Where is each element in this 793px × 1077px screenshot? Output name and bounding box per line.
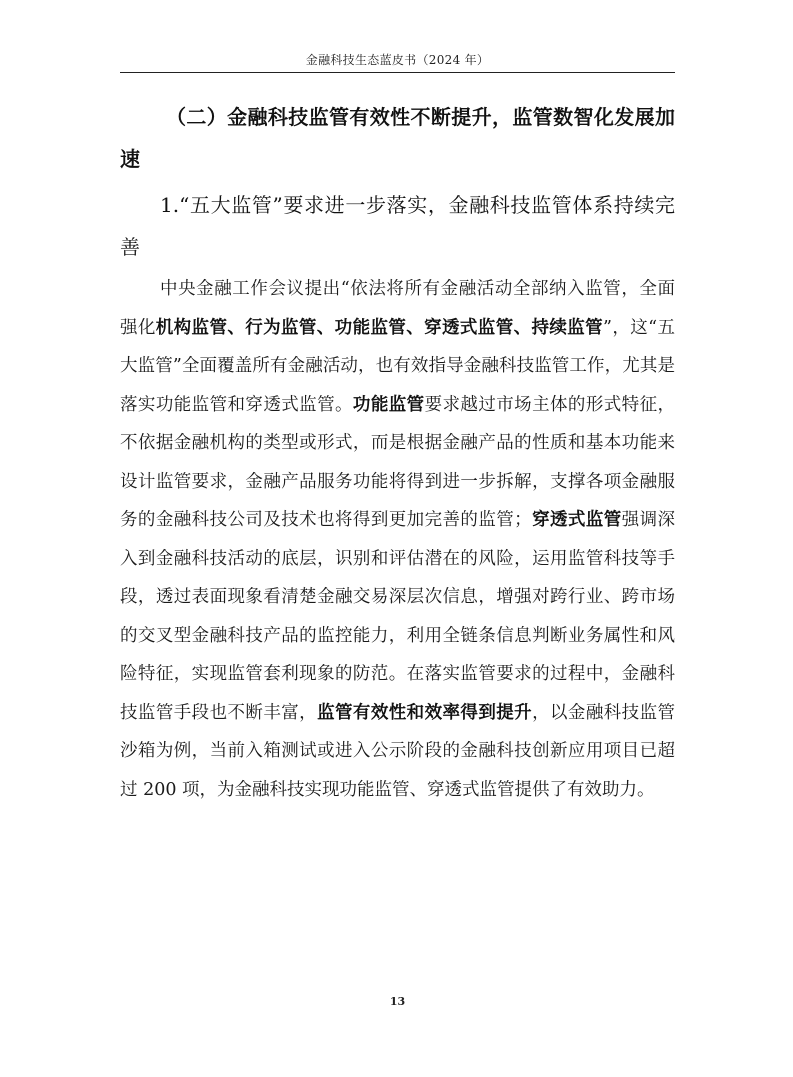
body-emphasis-penetrating-supervision: 穿透式监管 [531,510,622,530]
body-emphasis-functional-supervision: 功能监管 [352,394,425,415]
body-paragraph [120,270,675,809]
section-heading: （二）金融科技监管有效性不断提升，监管数智化发展加速 [120,105,675,171]
body-text-segment: ”，这“五大监管”全面覆盖所有金融活动，也有效指导金融科技监管工作，尤其是落实功能监管和穿透式监管。 [120,317,676,415]
body-emphasis-effectiveness: 监管有效性和效率得到提升 [317,702,533,723]
body-text-segment: 要求越过市场主体的形式特征，不依据金融机构的类型或形式，而是根据金融产品的性质和基本功能来设计监管要求，金融产品服务功能将得到进一步拆解，支撑各项金融服务的金融科技公司及技术也将得到更加完善的监管； [120,394,676,530]
subsection-heading: 1.“五大监管”要求进一步落实，金融科技监管体系持续完善 [120,193,675,259]
body-text-segment: 强调深入到金融科技活动的底层，识别和评估潜在的风险，运用监管科技等手段，透过表面现象看清楚金融交易深层次信息，增强对跨行业、跨市场的交叉型金融科技产品的监控能力，利用全链条信息判断业务属性和风险特征，实现监管套利现象的防范。在落实监管要求的过程中，金融科技监管手段也不断丰富， [120,510,676,723]
page-number: 13 [389,995,406,1008]
body-emphasis-five-supervisions: 机构监管、行为监管、功能监管、穿透式监管、持续监管 [155,317,604,338]
running-header: 金融科技生态蓝皮书（2024 年） [305,53,490,67]
body-text-segment: 中央金融工作会议提出“依法将所有金融活动全部纳入监管，全面强化 [120,279,675,338]
header-divider [120,72,675,73]
body-text-segment: ，以金融科技监管沙箱为例，当前入箱测试或进入公示阶段的金融科技创新应用项目已超过 200 项，为金融科技实现功能监管、穿透式监管提供了有效助力。 [120,702,676,800]
